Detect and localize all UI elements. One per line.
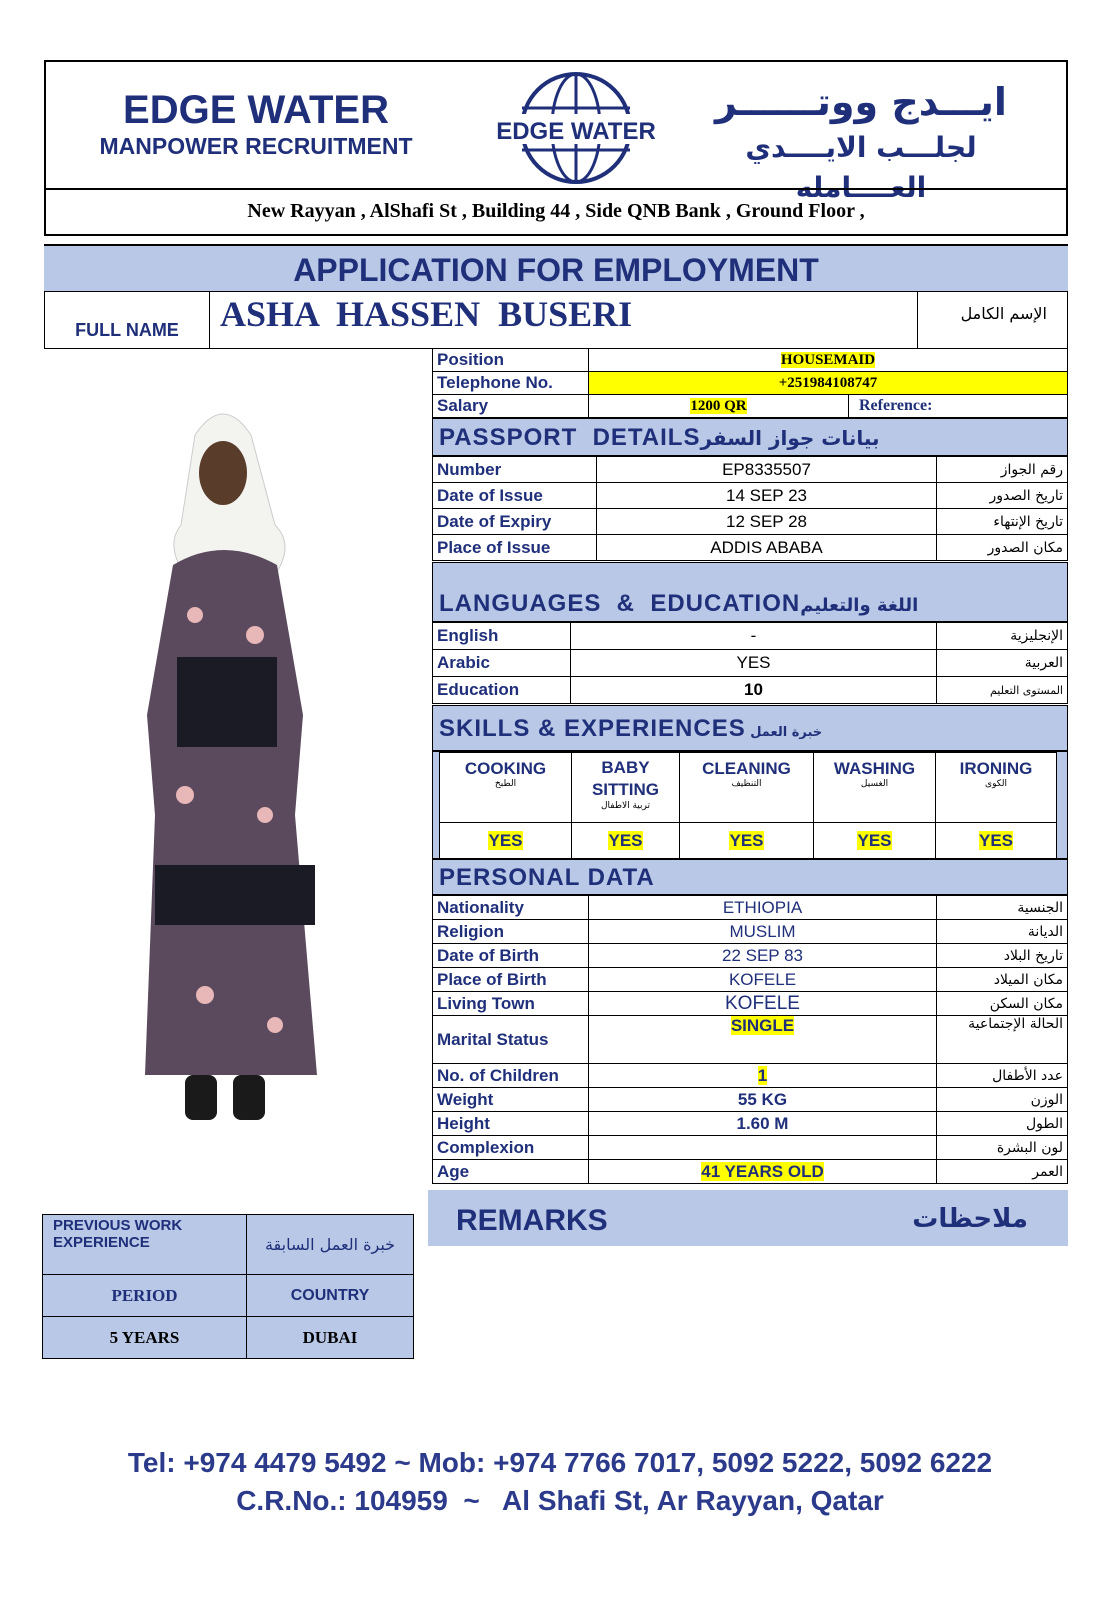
age-ar: العمر — [937, 1160, 1068, 1184]
languages-section-header — [432, 562, 1068, 622]
nationality-value: ETHIOPIA — [589, 896, 937, 920]
work-experience-table — [42, 1214, 414, 1359]
address-bar — [44, 188, 1068, 236]
skill-cleaning — [680, 753, 814, 823]
work-experience-title-ar: خبرة العمل السابقة — [247, 1215, 414, 1275]
skill-value-cell — [814, 823, 936, 859]
skill-label: COOKING — [464, 759, 547, 778]
remarks-label: REMARKS — [456, 1204, 608, 1237]
language-row — [433, 650, 1068, 677]
work-experience-title: PREVIOUS WORK EXPERIENCE — [43, 1215, 247, 1275]
language-row-ar: المستوى التعليم — [937, 677, 1068, 704]
full-name-label: FULL NAME — [75, 320, 179, 340]
skill-value: YES — [978, 830, 1014, 850]
skills-table — [439, 752, 1057, 859]
pob-ar: مكان الميلاد — [937, 968, 1068, 992]
skills-title-ar: خبرة العمل — [750, 725, 823, 740]
nationality-row — [433, 896, 1068, 920]
personal-title: PERSONAL DATA — [439, 864, 655, 891]
passport-row — [433, 509, 1068, 535]
skills-title: SKILLS & EXPERIENCES — [439, 715, 746, 742]
skill-value-cell — [936, 823, 1057, 859]
age-value: 41 YEARS OLD — [701, 1161, 824, 1181]
dob-value: 22 SEP 83 — [589, 944, 937, 968]
letterhead — [44, 60, 1068, 204]
personal-table — [432, 895, 1068, 1184]
company-name-ar-line2: لجلـــب الايــــدي العــــامله — [745, 131, 977, 204]
pob-label: Place of Birth — [433, 968, 589, 992]
marital-row — [433, 1016, 1068, 1064]
passport-row — [433, 483, 1068, 509]
age-label: Age — [433, 1160, 589, 1184]
skill-label: IRONING — [959, 759, 1033, 778]
town-value: KOFELE — [589, 992, 937, 1016]
skill-label: WASHING — [833, 759, 916, 778]
language-row-value: YES — [571, 650, 937, 677]
company-name-line1: EDGE WATER — [123, 88, 389, 132]
language-row-label: Arabic — [433, 650, 571, 677]
complexion-label: Complexion — [433, 1136, 589, 1160]
passport-row — [433, 457, 1068, 483]
town-row — [433, 992, 1068, 1016]
age-cell — [589, 1160, 937, 1184]
skill-label-ar: الطبخ — [494, 779, 517, 789]
salary-label: Salary — [433, 395, 589, 418]
full-name-label-ar: الإسم الكامل — [960, 304, 1047, 323]
marital-value: SINGLE — [730, 1016, 795, 1035]
religion-row — [433, 920, 1068, 944]
full-name-value: ASHA HASSEN BUSERI — [220, 294, 633, 334]
language-row-ar: العربية — [937, 650, 1068, 677]
application-title: APPLICATION FOR EMPLOYMENT — [293, 252, 819, 288]
skills-section-header — [432, 705, 1068, 751]
languages-title: LANGUAGES & EDUCATION — [439, 590, 801, 617]
religion-label: Religion — [433, 920, 589, 944]
skill-value-cell — [572, 823, 680, 859]
passport-row-value: ADDIS ABABA — [597, 535, 937, 561]
passport-row-ar: تاريخ الإنتهاء — [937, 509, 1068, 535]
children-cell — [589, 1064, 937, 1088]
children-ar: عدد الأطفال — [937, 1064, 1068, 1088]
height-label: Height — [433, 1112, 589, 1136]
passport-title: PASSPORT DETAILS — [439, 424, 701, 451]
skill-value-cell — [440, 823, 572, 859]
skill-label-ar: الغسيل — [860, 779, 889, 789]
skill-value: YES — [729, 830, 764, 850]
religion-value: MUSLIM — [589, 920, 937, 944]
height-value: 1.60 M — [589, 1112, 937, 1136]
country-value: DUBAI — [247, 1317, 414, 1359]
telephone-value: +251984108747 — [589, 372, 1068, 395]
passport-row-label: Number — [433, 457, 597, 483]
children-label: No. of Children — [433, 1064, 589, 1088]
passport-row-label: Date of Issue — [433, 483, 597, 509]
nationality-label: Nationality — [433, 896, 589, 920]
language-row-value: - — [571, 623, 937, 650]
country-label: COUNTRY — [247, 1275, 414, 1317]
passport-section-header — [432, 418, 1068, 456]
language-row-label: English — [433, 623, 571, 650]
language-row — [433, 623, 1068, 650]
footer-contact: Tel: +974 4479 5492 ~ Mob: +974 7766 7017, 5092 5222, 5092 6222 — [127, 1447, 993, 1478]
application-title-bar — [44, 244, 1068, 292]
period-value: 5 YEARS — [43, 1317, 247, 1359]
skill-washing — [814, 753, 936, 823]
language-row-ar: الإنجليزية — [937, 623, 1068, 650]
remarks-bar — [428, 1190, 1068, 1246]
languages-table — [432, 622, 1068, 704]
complexion-ar: لون البشرة — [937, 1136, 1068, 1160]
marital-label: Marital Status — [433, 1016, 589, 1064]
applicant-photo — [125, 395, 335, 1135]
height-row — [433, 1112, 1068, 1136]
salary-cell — [589, 395, 849, 418]
complexion-value — [589, 1136, 937, 1160]
salary-value: 1200 QR — [690, 397, 747, 414]
address-text: New Rayyan , AlShafi St , Building 44 , Side QNB Bank , Ground Floor , — [247, 200, 865, 222]
telephone-label: Telephone No. — [433, 372, 589, 395]
footer-address: C.R.No.: 104959 ~ Al Shafi St, Ar Rayyan, Qatar — [236, 1485, 884, 1516]
passport-title-ar: بيانات جواز السفر — [700, 426, 880, 450]
languages-title-ar: اللغة والتعليم — [800, 595, 919, 616]
company-name-line2: MANPOWER RECRUITMENT — [99, 133, 413, 159]
personal-section-header — [432, 859, 1068, 895]
skill-label-ar: التنظيف — [731, 779, 762, 789]
skill-label-ar: الكوى — [985, 779, 1007, 789]
marital-ar: الحالة الإجتماعية — [937, 1016, 1068, 1064]
pob-row — [433, 968, 1068, 992]
skill-ironing — [936, 753, 1057, 823]
religion-ar: الديانة — [937, 920, 1068, 944]
passport-row — [433, 535, 1068, 561]
weight-value: 55 KG — [589, 1088, 937, 1112]
town-label: Living Town — [433, 992, 589, 1016]
full-name-value-cell — [210, 291, 918, 349]
nationality-ar: الجنسية — [937, 896, 1068, 920]
full-name-row — [44, 291, 1068, 349]
full-name-ar-cell — [918, 291, 1068, 349]
passport-row-value: 14 SEP 23 — [597, 483, 937, 509]
position-cell — [589, 349, 1068, 372]
footer — [0, 1444, 1120, 1520]
passport-row-value: 12 SEP 28 — [597, 509, 937, 535]
remarks-label-ar: ملاحظات — [912, 1204, 1028, 1234]
skill-baby-sitting — [572, 753, 680, 823]
passport-table — [432, 456, 1068, 561]
passport-row-ar: رقم الجواز — [937, 457, 1068, 483]
skill-value: YES — [608, 830, 643, 850]
passport-row-ar: تاريخ الصدور — [937, 483, 1068, 509]
language-row-label: Education — [433, 677, 571, 704]
skill-value: YES — [488, 830, 523, 850]
passport-row-value: EP8335507 — [597, 457, 937, 483]
skills-grid-frame — [432, 751, 1068, 859]
weight-label: Weight — [433, 1088, 589, 1112]
position-value: HOUSEMAID — [780, 351, 876, 368]
skill-label-ar: تربية الاطفال — [600, 801, 650, 811]
children-value: 1 — [757, 1065, 768, 1085]
marital-cell — [589, 1016, 937, 1064]
skill-label: CLEANING — [702, 759, 791, 778]
job-table — [432, 348, 1068, 418]
full-name-label-cell — [44, 291, 210, 349]
company-name-en — [46, 88, 466, 160]
town-ar: مكان السكن — [937, 992, 1068, 1016]
dob-ar: تاريخ البلاد — [937, 944, 1068, 968]
reference-label: Reference: — [849, 395, 1068, 418]
company-name-ar-line1: ايـــدج ووتــــــر — [715, 80, 1007, 124]
dob-row — [433, 944, 1068, 968]
height-ar: الطول — [937, 1112, 1068, 1136]
globe-logo — [486, 68, 666, 186]
age-row — [433, 1160, 1068, 1184]
weight-ar: الوزن — [937, 1088, 1068, 1112]
children-row — [433, 1064, 1068, 1088]
language-row-value: 10 — [571, 677, 937, 704]
skill-label: BABY SITTING — [591, 758, 660, 799]
logo-text: EDGE WATER — [496, 118, 656, 145]
period-label: PERIOD — [43, 1275, 247, 1317]
passport-row-label: Place of Issue — [433, 535, 597, 561]
position-label: Position — [433, 349, 589, 372]
weight-row — [433, 1088, 1068, 1112]
passport-row-ar: مكان الصدور — [937, 535, 1068, 561]
complexion-row — [433, 1136, 1068, 1160]
language-row — [433, 677, 1068, 704]
skill-value-cell — [680, 823, 814, 859]
dob-label: Date of Birth — [433, 944, 589, 968]
skill-cooking — [440, 753, 572, 823]
pob-value: KOFELE — [589, 968, 937, 992]
passport-row-label: Date of Expiry — [433, 509, 597, 535]
skill-value: YES — [857, 830, 892, 850]
